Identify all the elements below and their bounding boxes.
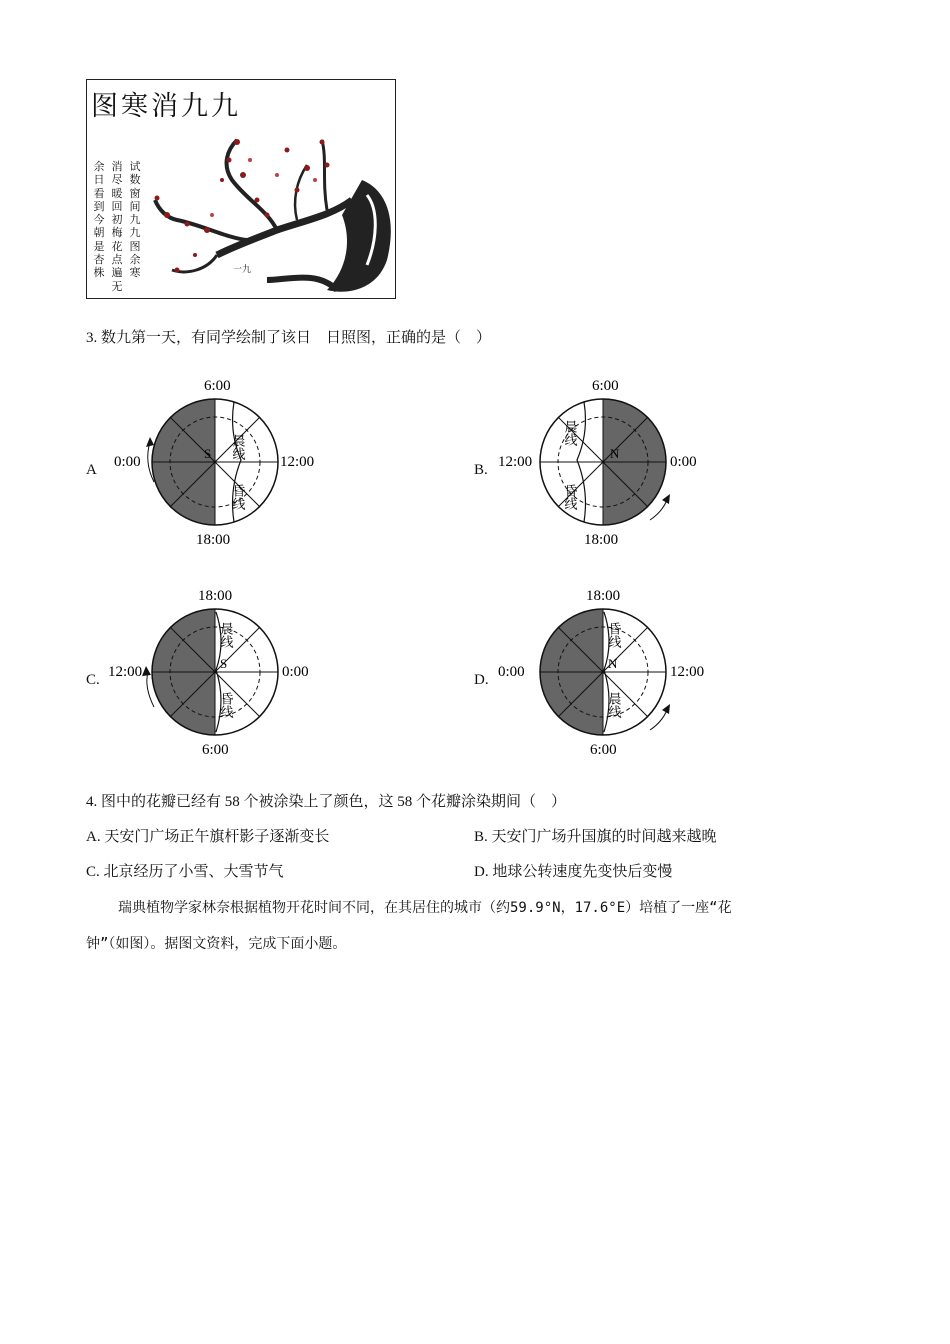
passage-line-2: 钟”（如图）。据图文资料，完成下面小题。 <box>86 936 347 952</box>
arc-label-1: 昏线 <box>606 622 622 648</box>
q4-option-d[interactable]: D. 地球公转速度先变快后变慢 <box>474 864 673 880</box>
pole-label: S <box>204 446 212 461</box>
arc-label-2: 昏线 <box>230 484 246 510</box>
jiujiu-xiaohan-figure <box>86 79 396 299</box>
option-letter: B. <box>474 462 488 478</box>
option-letter: C. <box>86 672 100 688</box>
arc-label-1: 晨线 <box>218 622 234 648</box>
label-left: 0:00 <box>498 664 525 680</box>
arc-label-2: 昏线 <box>562 484 578 510</box>
label-bottom: 18:00 <box>584 532 619 548</box>
pole-label: N <box>608 656 618 671</box>
q4-option-b[interactable]: B. 天安门广场升国旗的时间越来越晚 <box>474 829 717 845</box>
label-left: 12:00 <box>498 454 533 470</box>
figure-title: 图寒消九九 <box>91 91 241 122</box>
poem-column-2: 消 尽 暖 回 初 梅 花 点 遍 无 <box>111 160 123 293</box>
plum-branch-illustration <box>147 120 396 299</box>
pole-label: S <box>220 656 228 671</box>
label-bottom: 6:00 <box>590 742 617 758</box>
passage-line-1: 瑞典植物学家林奈根据植物开花时间不同，在其居住的城市（约59.9°N，17.6°E）培植了一座“花 <box>118 900 732 916</box>
q3-option-b[interactable] <box>472 372 722 552</box>
poem-column-1: 试 数 窗 间 九 九 图 余 寒 <box>129 160 141 280</box>
label-right: 0:00 <box>282 664 309 680</box>
rotation-arrow-line <box>650 500 667 520</box>
option-letter: A <box>86 462 97 478</box>
label-bottom: 18:00 <box>196 532 231 548</box>
arc-label-2: 昏线 <box>218 692 234 718</box>
label-top: 6:00 <box>204 378 231 394</box>
label-top: 18:00 <box>586 588 621 604</box>
label-right: 12:00 <box>280 454 315 470</box>
option-letter: D. <box>474 672 489 688</box>
label-bottom: 6:00 <box>202 742 229 758</box>
q3-option-c[interactable] <box>84 582 334 762</box>
label-right: 0:00 <box>670 454 697 470</box>
rotation-arrow-icon <box>142 666 151 676</box>
label-top: 6:00 <box>592 378 619 394</box>
label-right: 12:00 <box>670 664 705 680</box>
arc-label-1: 晨线 <box>562 420 578 446</box>
arc-label-1: 晨线 <box>230 434 246 460</box>
rotation-arrow-line <box>650 710 667 730</box>
figure-sign: 一九 <box>233 265 252 275</box>
rotation-arrow-icon <box>146 437 154 447</box>
label-left: 0:00 <box>114 454 141 470</box>
arc-label-2: 晨线 <box>606 692 622 718</box>
q3-stem: 3. 数九第一天，有同学绘制了该日 日照图，正确的是（ ） <box>86 330 492 346</box>
pole-label: N <box>610 446 620 461</box>
poem-column-3: 余 日 看 到 今 朝 是 杏 株 <box>93 160 105 280</box>
q3-option-d[interactable] <box>472 582 722 762</box>
label-left: 12:00 <box>108 664 143 680</box>
q4-stem: 4. 图中的花瓣已经有 58 个被涂染上了颜色，这 58 个花瓣涂染期间（ ） <box>86 794 567 810</box>
q4-option-c[interactable]: C. 北京经历了小雪、大雪节气 <box>86 864 284 880</box>
q4-option-a[interactable]: A. 天安门广场正午旗杆影子逐渐变长 <box>86 829 330 845</box>
q3-option-a[interactable] <box>84 372 334 552</box>
label-top: 18:00 <box>198 588 233 604</box>
